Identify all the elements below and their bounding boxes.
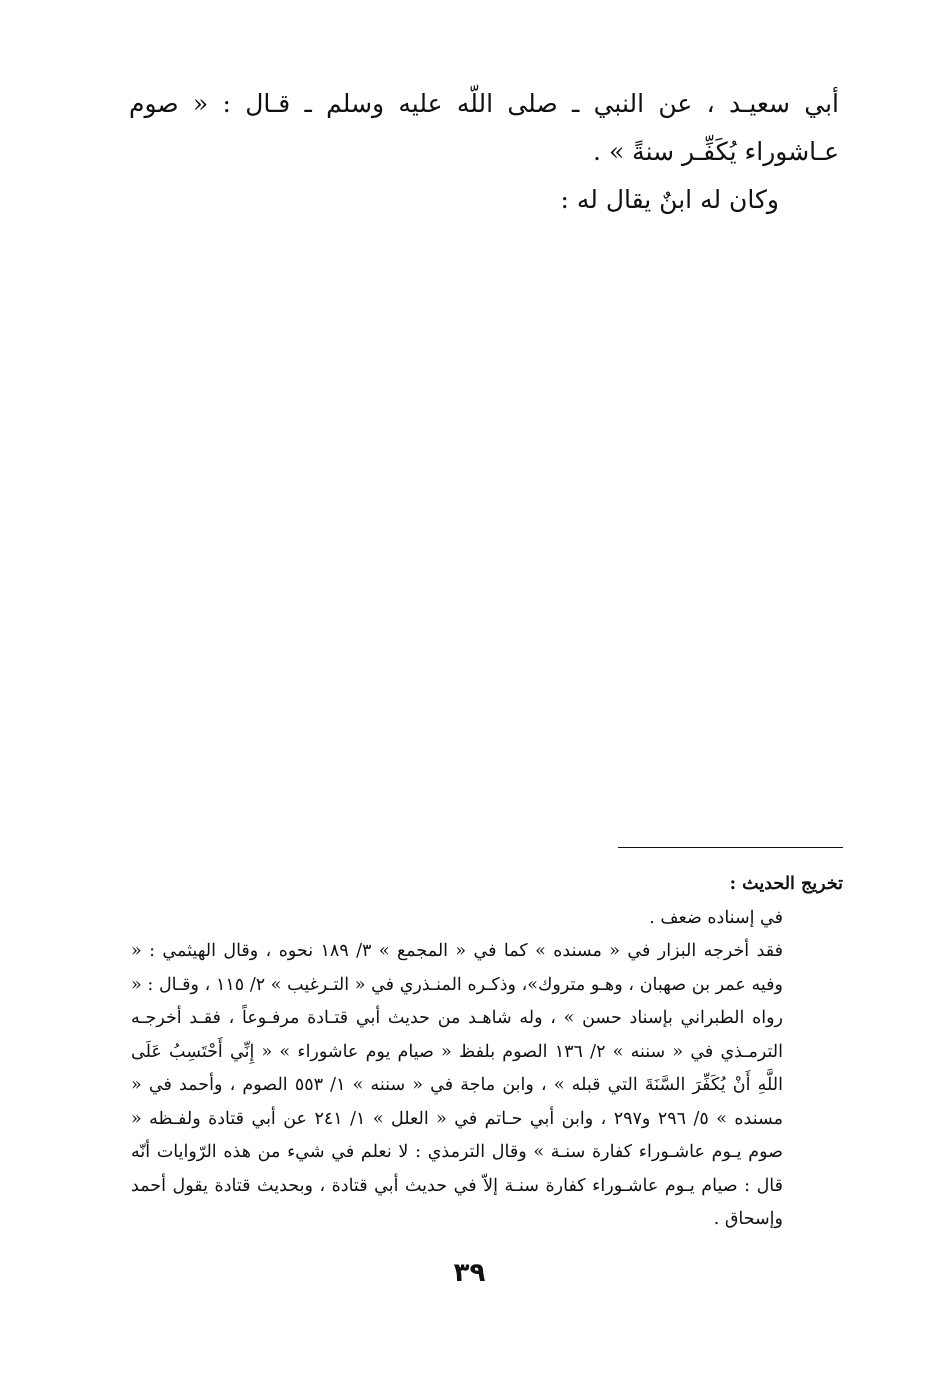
main-paragraph-2: وكان له ابنٌ يقال له : xyxy=(560,185,779,214)
footnotes xyxy=(131,868,843,1237)
footnote-paragraph: فقد أخرجه البزار في « مسنده » كما في « المجمع » ٣/ ١٨٩ نحوه ، وقال الهيثمي : « وفيه عمر بن صهبان ، وهـو متروك»، وذكـره المنـذري في « التـرغيب » ٢/ ١١٥ ، وقـال : « رواه الطبراني بإسناد حسن » ، وله شاهـد من حديث أبي قتـادة مرفـوعاً ، فقـد أخرجـه الترمـذي في « سننه » ٢/ ١٣٦ الصوم بلفظ « صيام يوم عاشوراء » « إِنِّي أَحْتَسِبُ عَلَى اللَّهِ أَنْ يُكَفِّرَ السَّنَةَ التي قبله » ، وابن ماجة في « سننه » ١/ ٥٥٣ الصوم ، وأحمد في « مسنده » ٥/ ٢٩٦ و٢٩٧ ، وابن أبي حـاتم في « العلل » ١/ ٢٤١ عن أبي قتادة ولفـظه « صوم يـوم عاشـوراء كفارة سنـة » وقال الترمذي : لا نعلم في شيء من هذه الرّوايات أنّه قال : صيام يـوم عاشـوراء كفارة سنـة إلاّ في حديث أبي قتادة ، وبحديث قتادة يقول أحمد وإسحاق . xyxy=(131,941,783,1229)
main-text xyxy=(129,80,839,224)
footnote-heading: تخريج الحديث : xyxy=(729,874,843,894)
footnote-line-1: في إسناده ضعف . xyxy=(649,907,783,928)
footnote-separator xyxy=(618,847,843,848)
main-paragraph-1: أبي سعيـد ، عن النبي ـ صلى اللّه عليه وسلم ـ قـال : « صوم عـاشوراء يُكَفِّـر سنةً » . xyxy=(129,89,839,166)
page-number: ٣٩ xyxy=(453,1258,486,1288)
